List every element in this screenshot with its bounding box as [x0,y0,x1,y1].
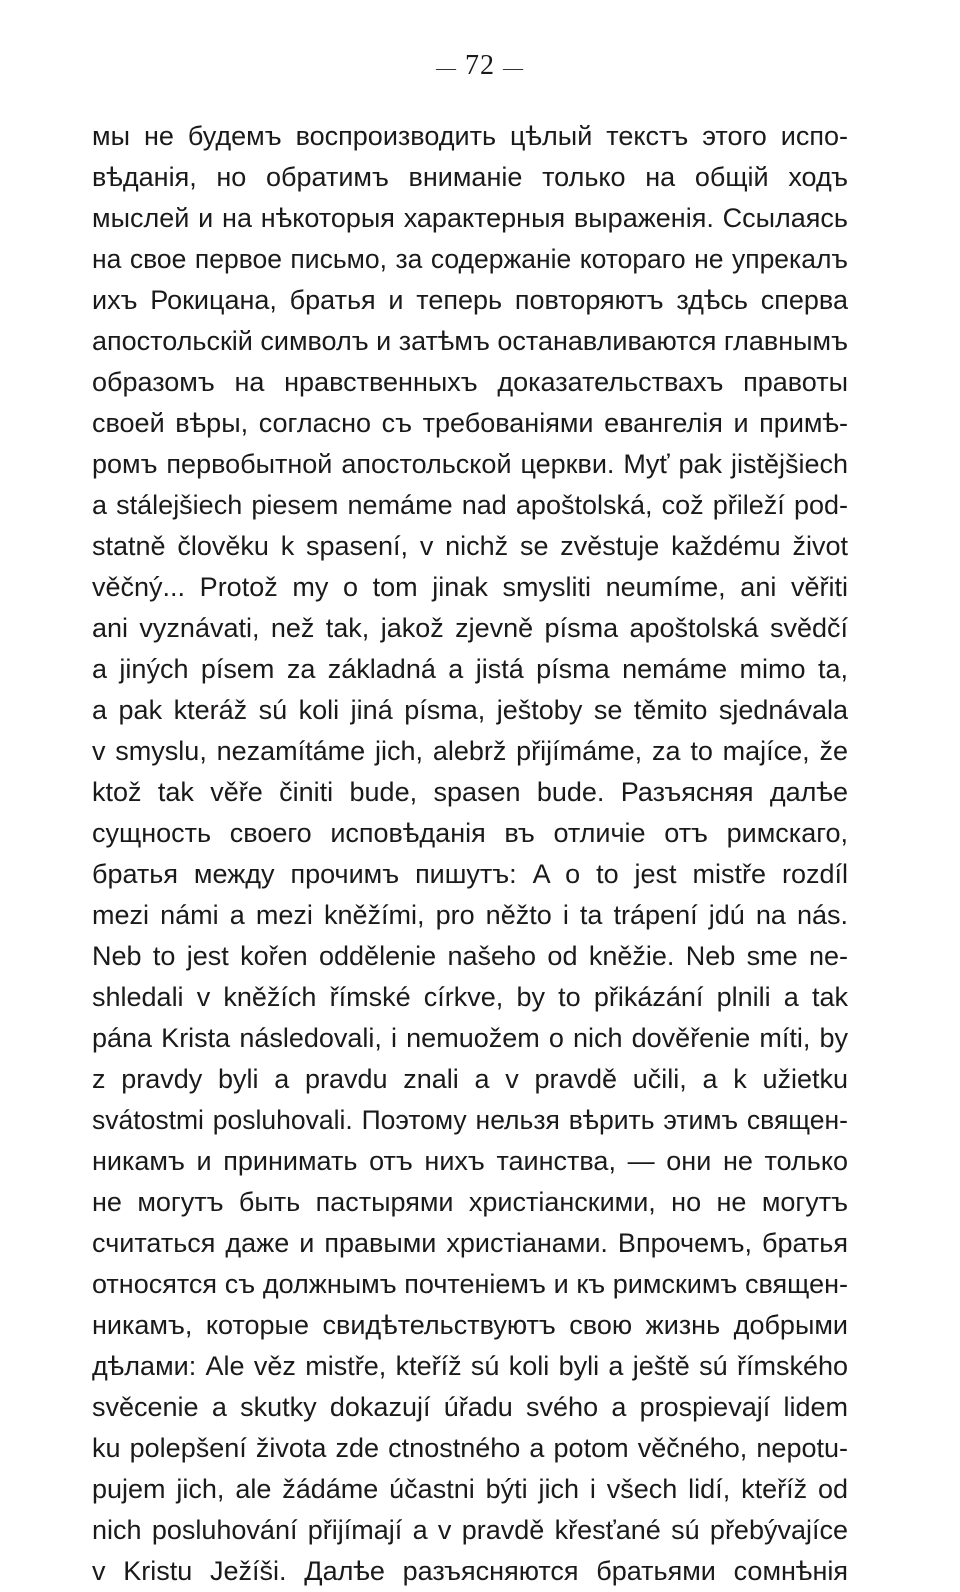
text-line: никамъ и принимать отъ нихъ таинства, — они не только [92,1146,848,1176]
text-line: v Kristu Ježíši. Далѣе разъясняются братьями сомнѣнія [92,1556,848,1586]
text-line: shledali v kněžích římské církve, by to přikázání plnili a tak [92,982,848,1012]
text-line: v smyslu, nezamítáme jich, alebrž přijímáme, za to majíce, že [92,736,848,766]
text-line: считаться даже и правыми христіанами. Впрочемъ, братья [92,1228,848,1258]
text-line: statně člověku k spasení, v nichž se zvěstuje každému život [92,531,848,561]
text-line: никамъ, которые свидѣтельствуютъ свою жизнь добрыми [92,1310,848,1340]
text-line: не могутъ быть пастырями христіанскими, но не могутъ [92,1187,848,1217]
text-line: ku polepšení života zde ctnostného a potom věčného, nepotu- [92,1433,848,1463]
text-line: ихъ Рокицана, братья и теперь повторяютъ здѣсь сперва [92,285,848,315]
header-dash-left: — [436,56,457,79]
header-dash-right: — [503,56,524,79]
text-line: братья между прочимъ пишутъ: A o to jest mistře rozdíl [92,859,848,889]
text-line: svěcenie a skutky dokazují úřadu svého a prospievají lidem [92,1392,848,1422]
text-line: pujem jich, ale žádáme účastni býti jich i všech lidí, kteříž od [92,1474,848,1504]
text-line: a pak kteráž sú koli jiná písma, ještoby se těmito sjednávala [92,695,848,725]
page-number: 72 [465,50,495,81]
text-line: на свое первое письмо, за содержаніе котораго не упрекалъ [92,244,848,274]
text-line: образомъ на нравственныхъ доказательствахъ правоты [92,367,848,397]
text-line: a jiných písem za základná a jistá písma nemáme mimo ta, [92,654,848,684]
text-line: ani vyznávati, než tak, jakož zjevně písma apoštolská svědčí [92,613,848,643]
text-line: мы не будемъ воспроизводить цѣлый текстъ этого испо- [92,121,848,151]
page-header [0,48,960,86]
text-line: относятся съ должнымъ почтеніемъ и къ римскимъ священ- [92,1269,848,1299]
text-line: сущность своего исповѣданія въ отличіе отъ римскаго, [92,818,848,848]
text-line: mezi námi a mezi kněžími, pro něžto i ta trápení jdú na nás. [92,900,848,930]
text-line: дѣлами: Ale věz mistře, kteříž sú koli byli a ještě sú římského [92,1351,848,1381]
text-line: ktož tak věře činiti bude, spasen bude. Разъясняя далѣе [92,777,848,807]
text-line: svátostmi posluhovali. Поэтому нельзя вѣрить этимъ священ- [92,1105,848,1135]
text-line: z pravdy byli a pravdu znali a v pravdě učili, a k užietku [92,1064,848,1094]
text-line: ромъ первобытной апостольской церкви. Myť pak jistějšiech [92,449,848,479]
text-line: вѣданія, но обратимъ вниманіе только на общій ходъ [92,162,848,192]
text-line: мыслей и на нѣкоторыя характерныя выраженія. Ссылаясь [92,203,848,233]
text-line: Neb to jest kořen oddělenie našeho od kněžie. Neb sme ne- [92,941,848,971]
text-line: своей вѣры, согласно съ требованіями евангелія и примѣ- [92,408,848,438]
body-text [92,116,848,1592]
text-line: pána Krista následovali, i nemuožem o nich dověřenie míti, by [92,1023,848,1053]
text-line: a stálejšiech piesem nemáme nad apoštolská, což přileží pod- [92,490,848,520]
text-line: věčný... Protož my o tom jinak smysliti neumíme, ani věřiti [92,572,848,602]
text-line: nich posluhování přijímají a v pravdě křesťané sú přebývajíce [92,1515,848,1545]
text-line: апостольскій символъ и затѣмъ останавливаются главнымъ [92,326,848,356]
